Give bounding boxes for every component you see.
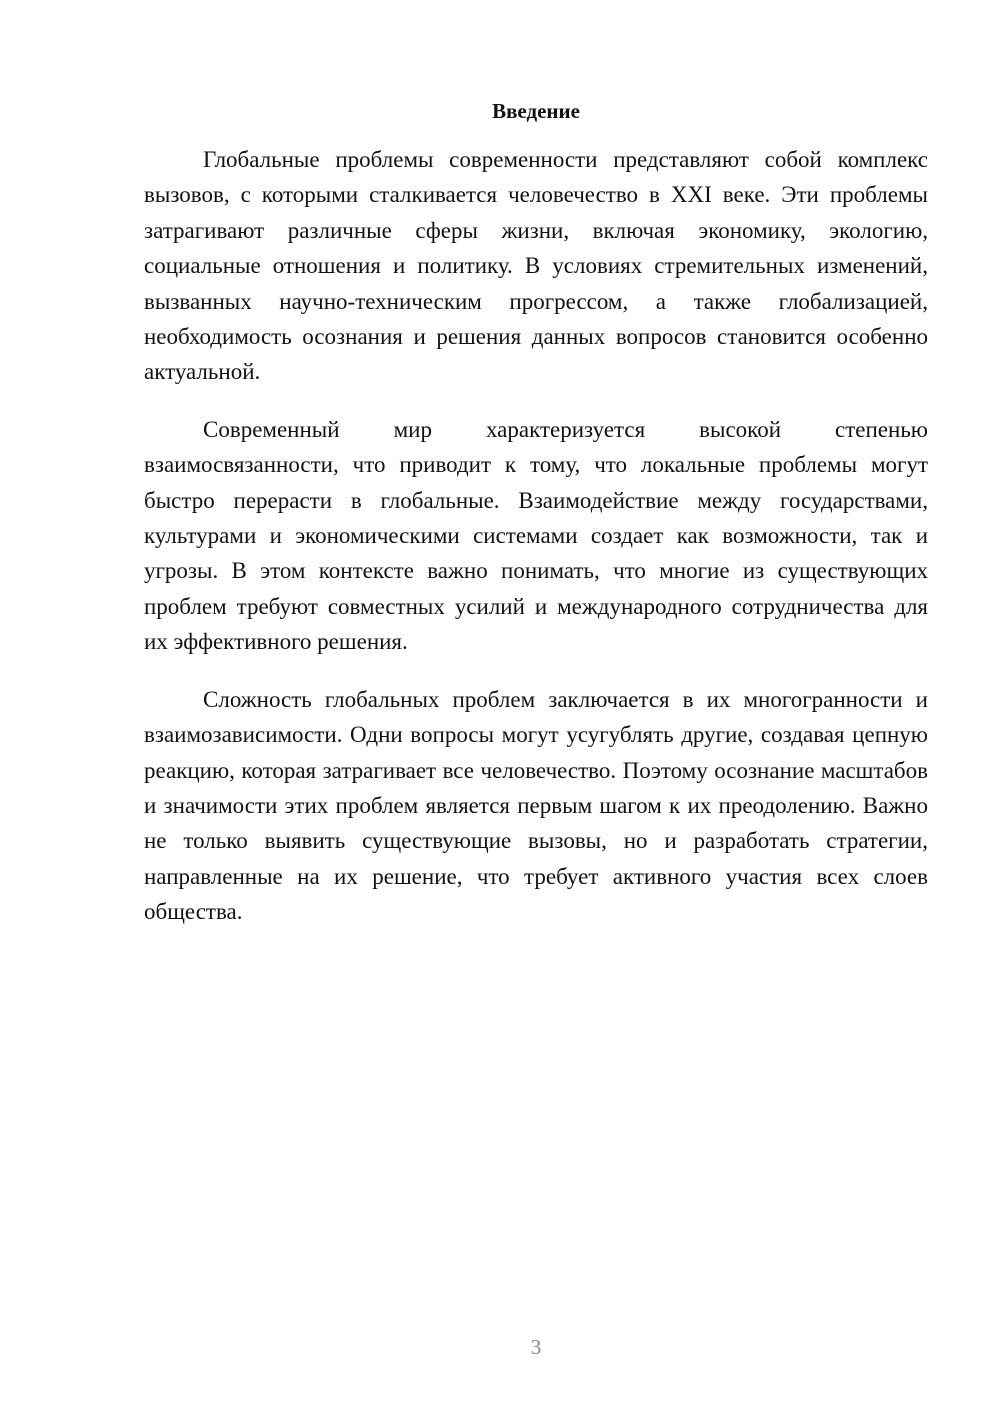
body-text	[144, 142, 928, 952]
section-heading: Введение	[492, 99, 580, 123]
paragraph-1: Глобальные проблемы современности представляют собой комплекс вызовов, с которыми сталкивается человечество в XXI веке. Эти проблемы затрагивают различные сферы жизни, включая экономику, экологию, социальные отношения и политику. В условиях стремительных изменений, вызванных научно-техническим прогрессом, а также глобализацией, необходимость осознания и решения данных вопросов становится особенно актуальной.	[144, 147, 928, 385]
page-number: 3	[530, 1335, 542, 1359]
paragraph-2: Современный мир характеризуется высокой степенью взаимосвязанности, что приводит к тому, что локальные проблемы могут быстро перерасти в глобальные. Взаимодействие между государствами, культурами и экономическими системами создает как возможности, так и угрозы. В этом контексте важно понимать, что многие из существующих проблем требуют совместных усилий и международного сотрудничества для их эффективного решения.	[144, 416, 928, 655]
paragraph-3: Сложность глобальных проблем заключается в их многогранности и взаимозависимости. Одни вопросы могут усугублять другие, создавая цепную реакцию, которая затрагивает все человечество. Поэтому осознание масштабов и значимости этих проблем является первым шагом к их преодолению. Важно не только выявить существующие вызовы, но и разработать стратегии, направленные на их решение, что требует активного участия всех слоев общества.	[144, 686, 928, 925]
